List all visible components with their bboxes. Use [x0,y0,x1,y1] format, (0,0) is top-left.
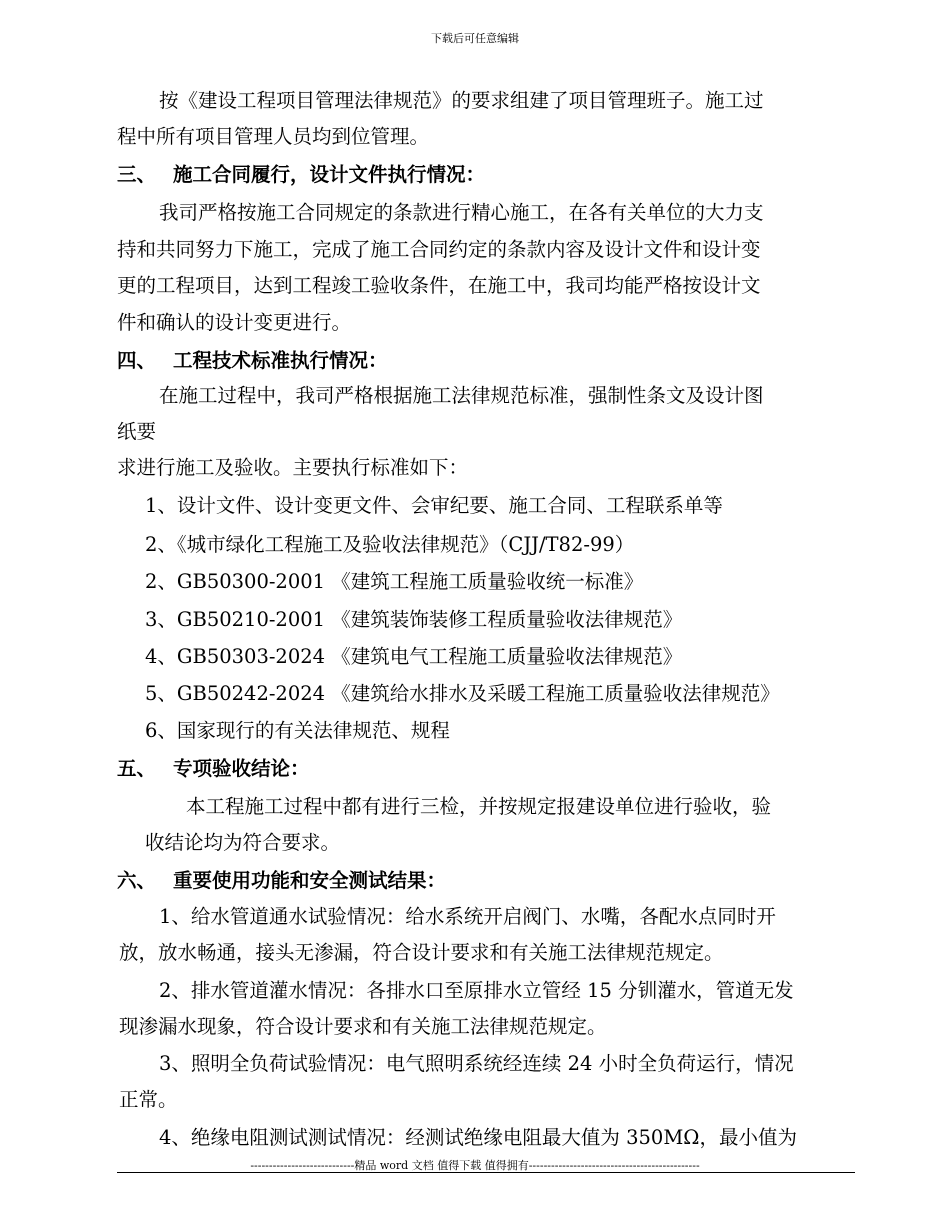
standard-item: 4、GB50303-2024 《建筑电气工程施工质量验收法律规范》 [145,645,683,668]
section-heading-4 [117,351,388,371]
page-footer: ----------------------------精品 word 文档 值得下载 值得拥有---------------------------------------------- [250,1159,700,1172]
standard-item: 3、GB50210-2001 《建筑装饰装修工程质量验收法律规范》 [145,608,683,631]
heading-number: 三、 [117,163,157,186]
heading-text: 专项验收结论： [173,757,310,780]
body-line: 求进行施工及验收。主要执行标准如下： [117,456,469,479]
body-line: 收结论均为符合要求。 [145,831,341,854]
section-heading-6 [117,871,446,891]
body-line: 4、绝缘电阻测试测试情况：经测试绝缘电阻最大值为 350MΩ，最小值为 [159,1126,797,1149]
body-line: 本工程施工过程中都有进行三检，并按规定报建设单位进行验收，验 [186,795,772,818]
section-heading-3 [117,165,485,185]
body-line: 按《建设工程项目管理法律规范》的要求组建了项目管理班子。施工过 [159,89,764,112]
standard-item: 5、GB50242-2024 《建筑给水排水及采暖工程施工质量验收法律规范》 [145,682,780,705]
body-line: 放，放水畅通，接头无渗漏，符合设计要求和有关施工法律规范规定。 [119,941,724,964]
body-line: 件和确认的设计变更进行。 [117,311,352,334]
footer-divider [117,1172,855,1173]
heading-number: 四、 [117,349,157,372]
body-line: 在施工过程中，我司严格根据施工法律规范标准，强制性条文及设计图 [159,384,764,407]
body-line: 更的工程项目，达到工程竣工验收条件，在施工中，我司均能严格按设计文 [117,274,761,297]
page-header: 下载后可任意编辑 [431,32,519,45]
body-line: 3、照明全负荷试验情况：电气照明系统经连续 24 小时全负荷运行，情况 [159,1052,794,1075]
body-line: 1、给水管道通水试验情况：给水系统开启阀门、水嘴，各配水点同时开 [159,905,776,928]
heading-number: 六、 [117,869,157,892]
body-line: 2、排水管道灌水情况：各排水口至原排水立管经 15 分钏灌水，管道无发 [159,979,794,1002]
heading-number: 五、 [117,757,157,780]
section-heading-5 [117,759,310,779]
body-line: 正常。 [119,1088,178,1111]
body-line: 程中所有项目管理人员均到位管理。 [117,125,430,148]
standard-item: 2、GB50300-2001 《建筑工程施工质量验收统一标准》 [145,570,644,593]
heading-text: 重要使用功能和安全测试结果： [173,869,447,892]
heading-text: 工程技术标准执行情况： [173,349,388,372]
standard-item: 2、《城市绿化工程施工及验收法律规范》（CJJ/T82-99） [145,533,635,556]
standard-item: 1、设计文件、设计变更文件、会审纪要、施工合同、工程联系单等 [145,494,723,517]
heading-text: 施工合同履行，设计文件执行情况： [173,163,486,186]
body-line: 现渗漏水现象，符合设计要求和有关施工法律规范规定。 [119,1015,607,1038]
body-line: 我司严格按施工合同规定的条款进行精心施工，在各有关单位的大力支 [159,201,764,224]
body-line: 持和共同努力下施工，完成了施工合同约定的条款内容及设计文件和设计变 [117,238,761,261]
body-line: 纸要 [117,420,157,443]
standard-item: 6、国家现行的有关法律规范、规程 [145,719,450,742]
